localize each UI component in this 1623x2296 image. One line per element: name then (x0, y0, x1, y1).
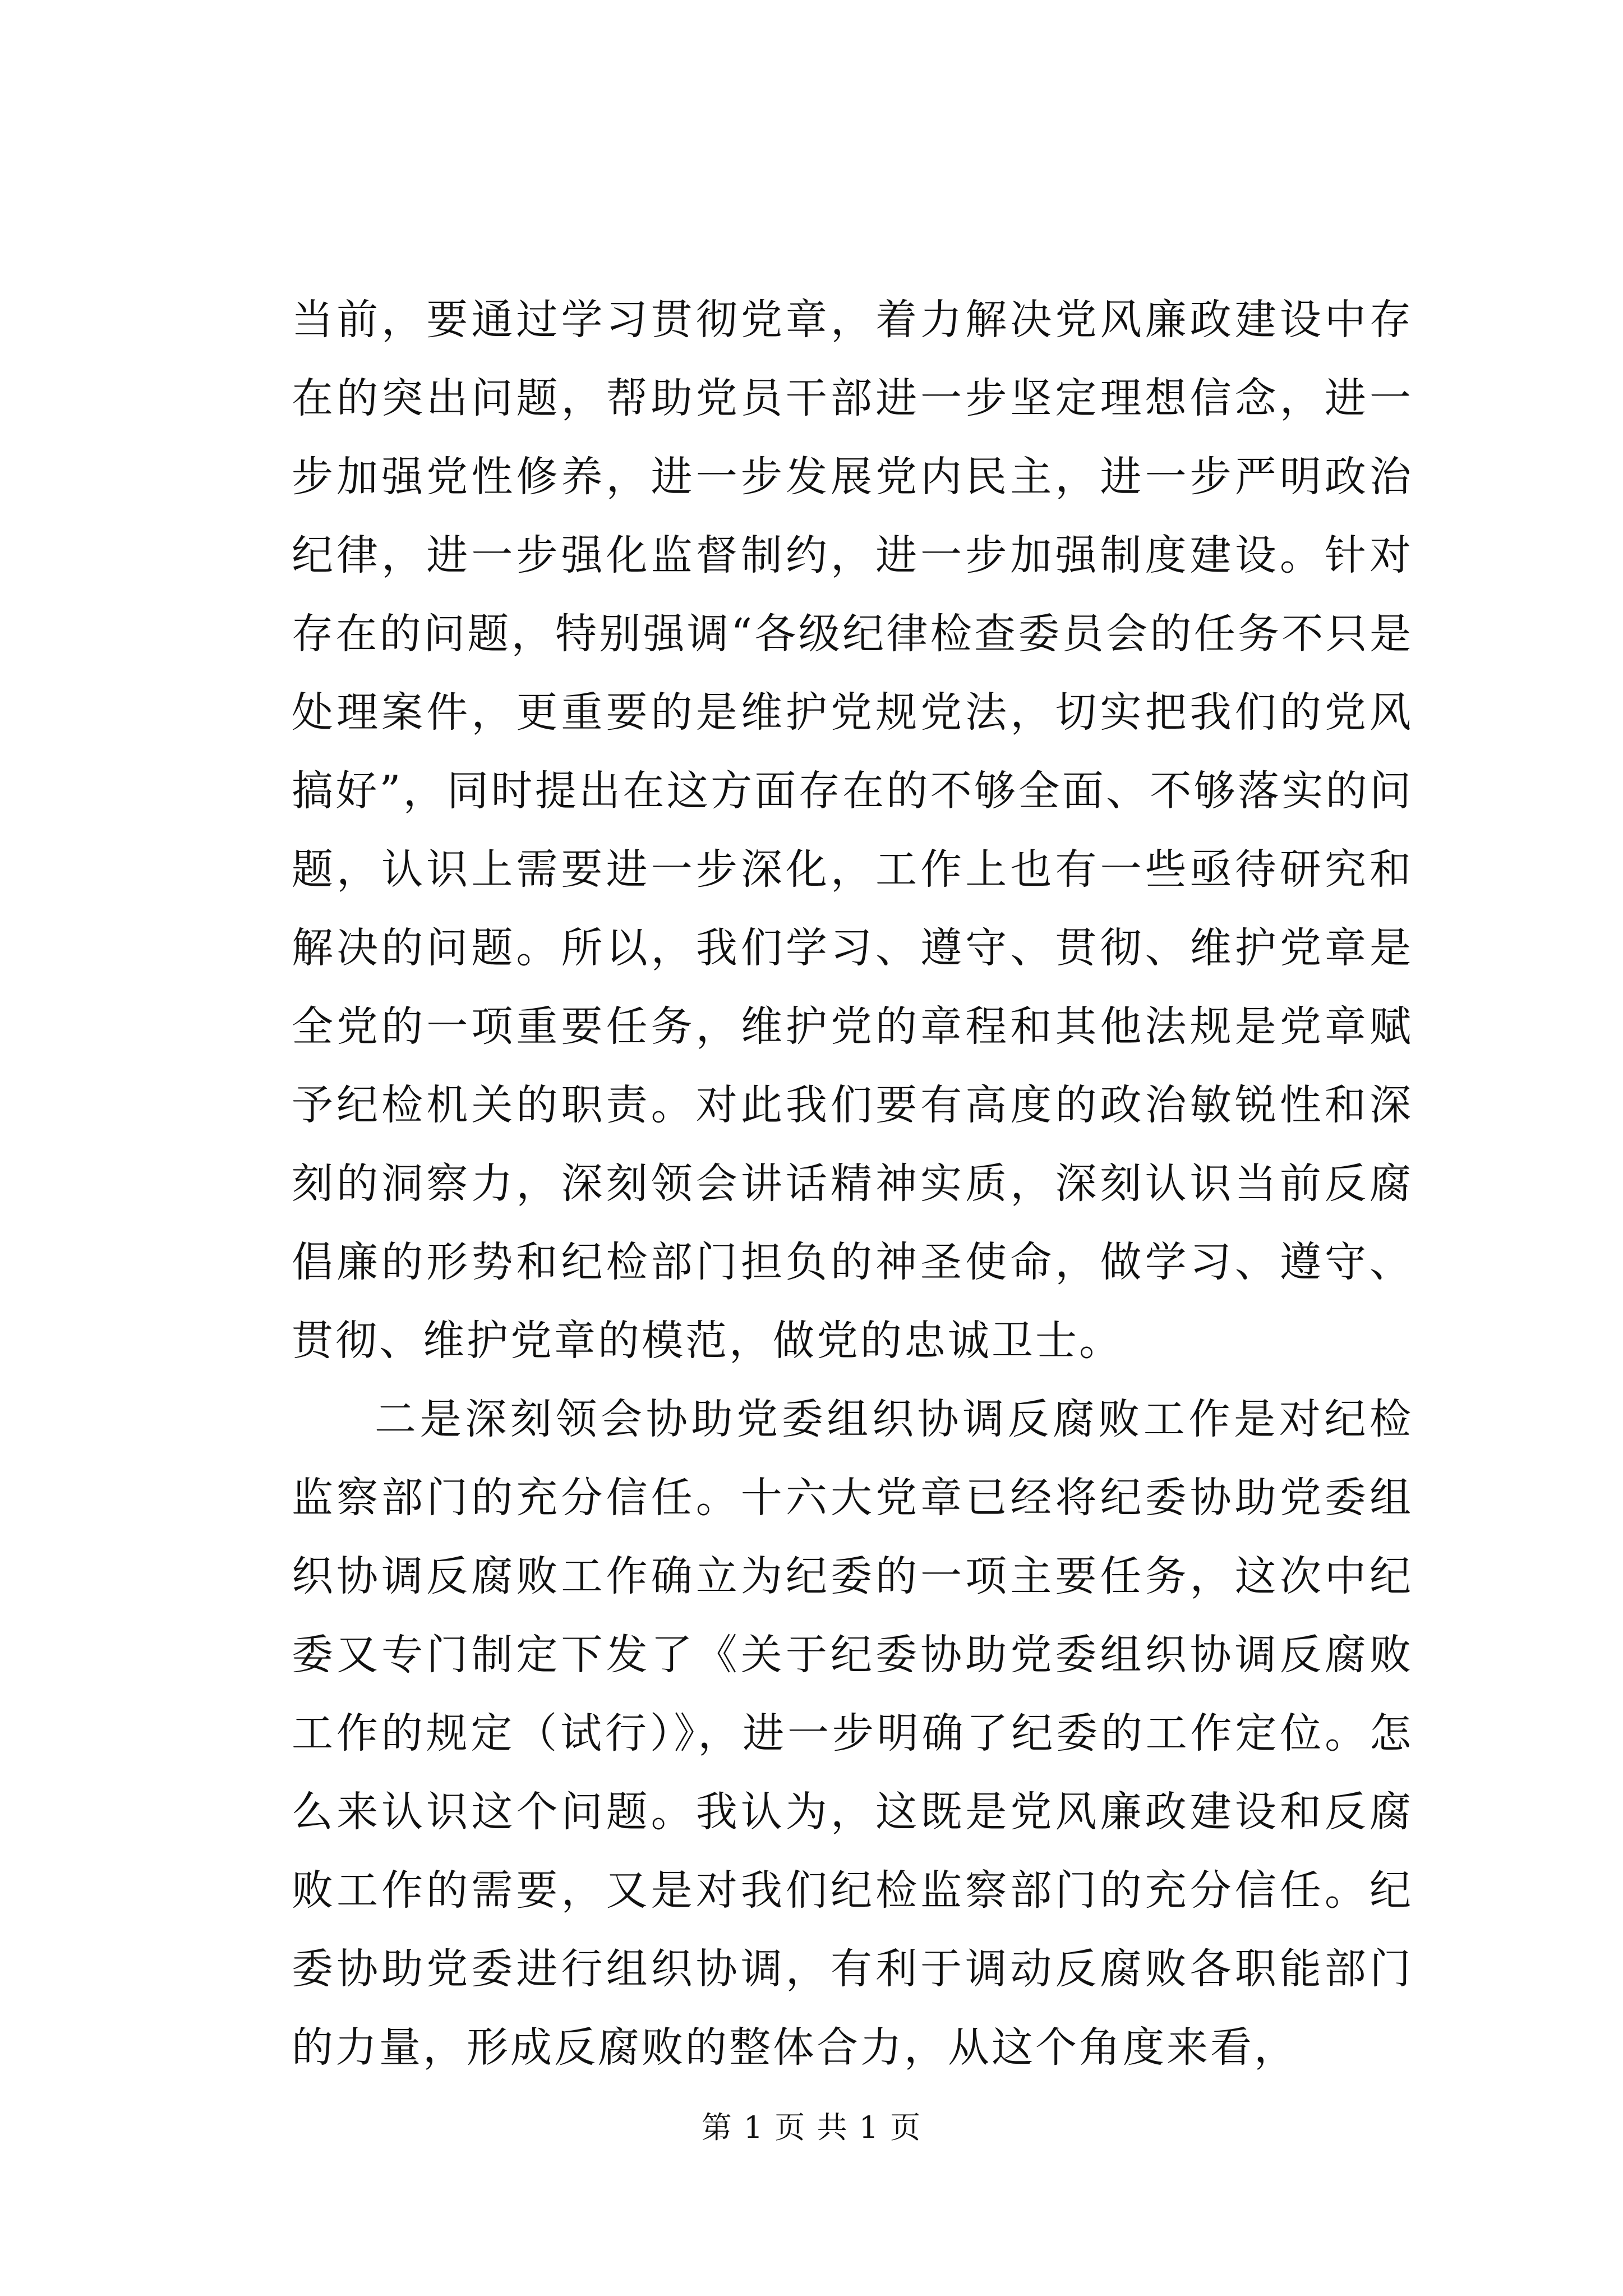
document-body (292, 280, 1413, 2087)
paragraph-1: 当前，要通过学习贯彻党章，着力解决党风廉政建设中存在的突出问题，帮助党员干部进一步坚定理想信念，进一步加强党性修养，进一步发展党内民主，进一步严明政治纪律，进一步强化监督制约，进一步加强制度建设。针对存在的问题，特别强调“各级纪律检查委员会的任务不只是处理案件，更重要的是维护党规党法，切实把我们的党风搞好”，同时提出在这方面存在的不够全面、不够落实的问题，认识上需要进一步深化，工作上也有一些亟待研究和解决的问题。所以，我们学习、遵守、贯彻、维护党章是全党的一项重要任务，维护党的章程和其他法规是党章赋予纪检机关的职责。对此我们要有高度的政治敏锐性和深刻的洞察力，深刻领会讲话精神实质，深刻认识当前反腐倡廉的形势和纪检部门担负的神圣使命，做学习、遵守、贯彻、维护党章的模范，做党的忠诚卫士。 (292, 296, 1413, 1365)
paragraph-2: 二是深刻领会协助党委组织协调反腐败工作是对纪检监察部门的充分信任。十六大党章已经将纪委协助党委组织协调反腐败工作确立为纪委的一项主要任务，这次中纪委又专门制定下发了《关于纪委协助党委组织协调反腐败工作的规定（试行）》，进一步明确了纪委的工作定位。怎么来认识这个问题。我认为，这既是党风廉政建设和反腐败工作的需要，又是对我们纪检监察部门的充分信任。纪委协助党委进行组织协调，有利于调动反腐败各职能部门的力量，形成反腐败的整体合力，从这个角度来看， (292, 1395, 1413, 2072)
page-footer: 第 1 页 共 1 页 (701, 2110, 922, 2145)
